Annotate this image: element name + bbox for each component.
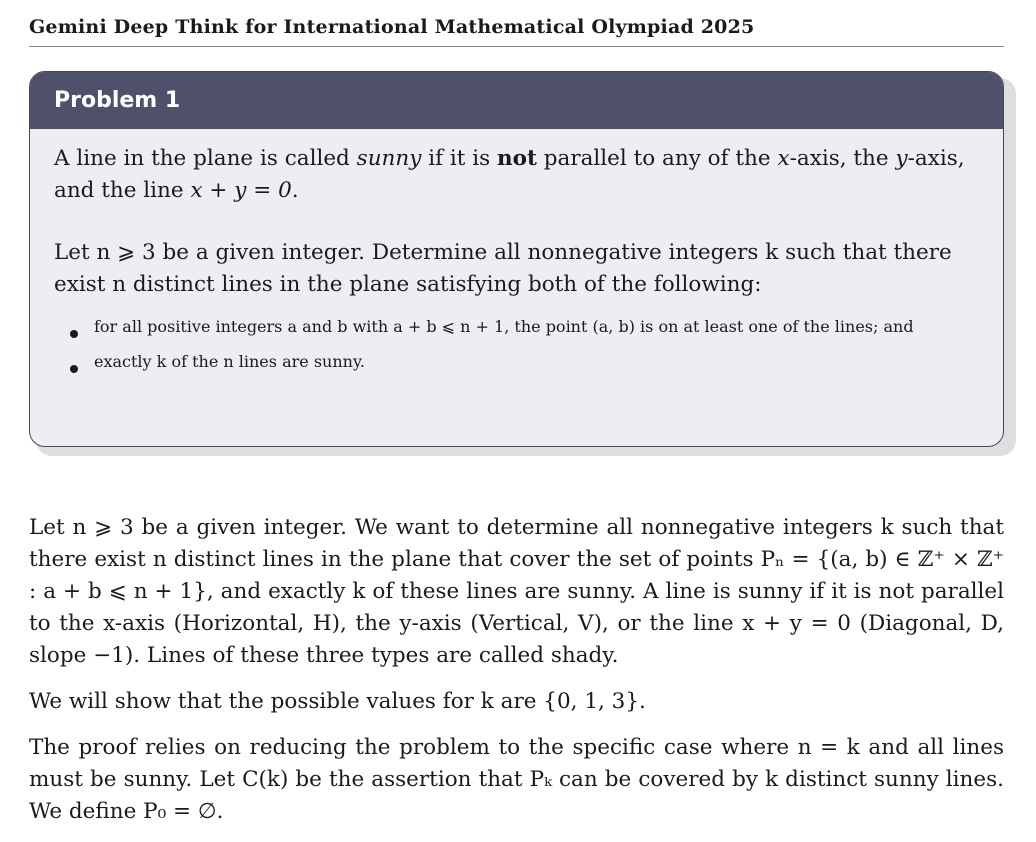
header-rule [29, 46, 1004, 47]
problem-statement: Let n ⩾ 3 be a given integer. Determine all nonnegative integers k such that there exist n distinct lines in the plane satisfying both of the following: [54, 240, 952, 297]
problem-title: Problem 1 [30, 72, 1003, 129]
condition-list [30, 317, 1003, 371]
condition-item: exactly k of the n lines are sunny. [94, 352, 1003, 371]
solution-paragraph: We will show that the possible values for k are {0, 1, 3}. [29, 689, 646, 714]
problem-definition: A line in the plane is called sunny if it is not parallel to any of the x-axis, the y-axis, and the line x + y = 0. [54, 146, 965, 203]
condition-item: for all positive integers a and b with a + b ⩽ n + 1, the point (a, b) is on at least one of the lines; and [94, 317, 1003, 336]
solution-text [29, 512, 1004, 842]
problem-box [29, 71, 1004, 447]
solution-paragraph: Let n ⩾ 3 be a given integer. We want to determine all nonnegative integers k such that there exist n distinct lines in the plane that cover the set of points Pₙ = {(a, b) ∈ ℤ⁺ × ℤ⁺ : a + b ⩽ n + 1}, and exactly k of these lines are sunny. A line is sunny if it is not parallel to the x-axis (Horizontal, H), the y-axis (Vertical, V), or the line x + y = 0 (Diagonal, D, slope −1). Lines of these three types are called shady. [29, 515, 1004, 668]
problem-body [30, 129, 1003, 301]
solution-paragraph: The proof relies on reducing the problem to the specific case where n = k and all lines must be sunny. Let C(k) be the assertion that Pₖ can be covered by k distinct sunny lines. We define P₀ = ∅. [29, 735, 1004, 824]
document-header: Gemini Deep Think for International Mathematical Olympiad 2025 [29, 16, 755, 38]
